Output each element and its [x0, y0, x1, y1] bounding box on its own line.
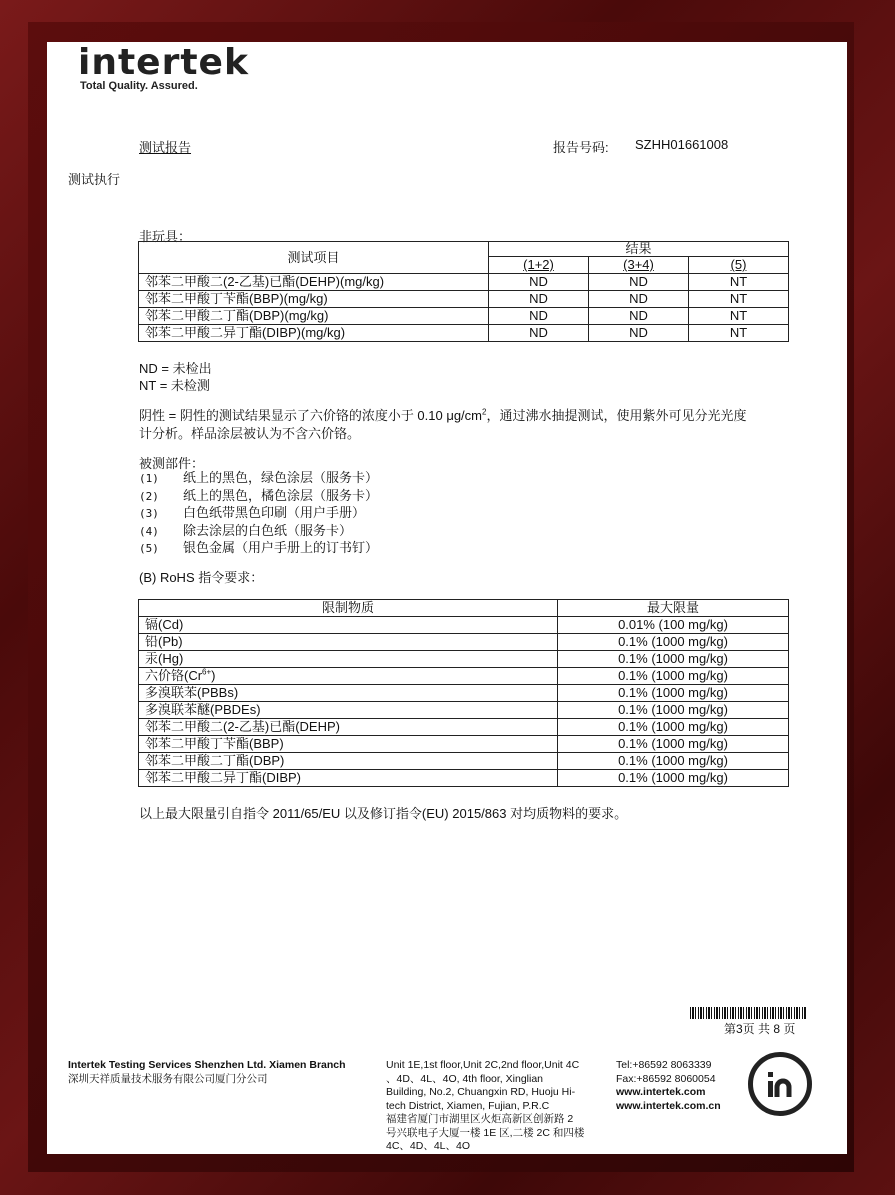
- test-item: 邻苯二甲酸丁苄酯(BBP)(mg/kg): [139, 291, 489, 308]
- substance-cell: 汞(Hg): [139, 651, 558, 668]
- nontoy-table: [138, 241, 789, 342]
- substance-cell: 六价铬$(Cr^{6+})$: [139, 668, 558, 685]
- note-negative-part-a: 阴性 = 阴性的测试结果显示了六价铬的浓度小于 0.10 μg/cm: [139, 408, 483, 423]
- result-cell: NT: [689, 291, 789, 308]
- substance-cell: 邻苯二甲酸二异丁酯(DIBP): [139, 770, 558, 787]
- table-row: [139, 274, 789, 291]
- contact-info: [616, 1059, 721, 1113]
- limit-cell: 0.1% (1000 mg/kg): [558, 668, 789, 685]
- table-row: [139, 308, 789, 325]
- limit-cell: 0.1% (1000 mg/kg): [558, 719, 789, 736]
- limit-cell: 0.1% (1000 mg/kg): [558, 770, 789, 787]
- col-header-item: 测试项目: [139, 242, 489, 274]
- note-negative-line1: [139, 405, 746, 424]
- rohs-label: (B) RoHS 指令要求：: [139, 570, 264, 585]
- note-negative-superscript: 2: [482, 407, 487, 417]
- website-link-cn[interactable]: www.intertek.com.cn: [616, 1099, 721, 1112]
- superscript: 6+: [202, 667, 212, 677]
- limit-cell: 0.1% (1000 mg/kg): [558, 753, 789, 770]
- note-nd: ND = 未检出: [139, 361, 212, 376]
- result-cell: ND: [589, 291, 689, 308]
- table-row: [139, 291, 789, 308]
- report-number: SZHH01661008: [635, 137, 729, 152]
- nontoy-label: 非玩具：: [139, 229, 192, 244]
- substance-cell: 铅(Pb): [139, 634, 558, 651]
- sub-col-1: (1+2): [489, 257, 589, 274]
- rohs-footnote: 以上最大限量引自指令 2011/65/EU 以及修订指令(EU) 2015/863 对均质物料的要求。: [139, 806, 628, 821]
- col-header-result: 结果: [489, 242, 789, 257]
- parts-list: [139, 470, 378, 558]
- list-item: (2) 纸上的黑色，橘色涂层（服务卡）: [139, 487, 379, 503]
- list-item: (1) 纸上的黑色，绿色涂层（服务卡）: [139, 470, 379, 485]
- substance-cell: 邻苯二甲酸二(2-乙基)已酯(DEHP): [139, 719, 558, 736]
- note-negative-part-b: ，通过沸水抽提测试，使用紫外可见分光光度: [486, 408, 747, 423]
- result-cell: ND: [489, 274, 589, 291]
- result-cell: NT: [689, 274, 789, 291]
- company-name-en: Intertek Testing Services Shenzhen Ltd. Xiamen Branch: [68, 1059, 346, 1071]
- intertek-emblem-icon: [748, 1052, 812, 1116]
- result-cell: ND: [589, 274, 689, 291]
- company-name-cn: 深圳天祥质量技术服务有限公司厦门分公司: [68, 1073, 268, 1085]
- test-item: 邻苯二甲酸二异丁酯(DIBP)(mg/kg): [139, 325, 489, 342]
- table-row: [139, 325, 789, 342]
- table-row: [139, 702, 789, 719]
- fax: Fax:+86592 8060054: [616, 1072, 716, 1085]
- address: Unit 1E,1st floor,Unit 2C,2nd floor,Unit 4C 、4D、4L、4O, 4th floor, Xinglian Building, No.2, Chuangxin RD, Huoju Hi- tech District, Xiamen, Fujian, P.R.C 福建省厦门市湖里区火炬高新区创新路 2 号兴联电子大厦一楼 1E 区,二楼 2C 和四楼 4C、4D、4L、4O: [386, 1059, 585, 1152]
- col-header-substance: 限制物质: [139, 600, 558, 617]
- result-cell: ND: [489, 325, 589, 342]
- limit-cell: 0.1% (1000 mg/kg): [558, 634, 789, 651]
- substance-cell: 镉(Cd): [139, 617, 558, 634]
- intertek-logo: intertek: [78, 42, 249, 83]
- website-link[interactable]: www.intertek.com: [616, 1086, 706, 1098]
- limit-cell: 0.01% (100 mg/kg): [558, 617, 789, 634]
- note-negative-line2: 计分析。样品涂层被认为不含六价铬。: [139, 426, 361, 441]
- result-cell: NT: [689, 325, 789, 342]
- result-cell: NT: [689, 308, 789, 325]
- substance-cell: 多溴联苯(PBBs): [139, 685, 558, 702]
- section-heading: 测试执行: [68, 172, 121, 187]
- rohs-table: [138, 599, 789, 787]
- table-row: [139, 651, 789, 668]
- table-row: [139, 685, 789, 702]
- limit-cell: 0.1% (1000 mg/kg): [558, 651, 789, 668]
- table-row: [139, 634, 789, 651]
- limit-cell: 0.1% (1000 mg/kg): [558, 685, 789, 702]
- note-nt: NT = 未检测: [139, 378, 210, 393]
- table-row: [139, 719, 789, 736]
- telephone: Tel:+86592 8063339: [616, 1059, 712, 1071]
- result-cell: ND: [489, 308, 589, 325]
- limit-cell: 0.1% (1000 mg/kg): [558, 702, 789, 719]
- list-item: (5) 银色金属（用户手册上的订书钉）: [139, 540, 379, 555]
- test-item: 邻苯二甲酸二(2-乙基)已酯(DEHP)(mg/kg): [139, 274, 489, 291]
- list-item: (4) 除去涂层的白色纸（服务卡）: [139, 522, 353, 538]
- report-number-label: 报告号码:: [553, 140, 609, 155]
- document-page: [47, 42, 847, 1154]
- parts-label: 被测部件：: [139, 456, 205, 471]
- limit-cell: 0.1% (1000 mg/kg): [558, 736, 789, 753]
- barcode-icon: [690, 1007, 806, 1019]
- table-row: [139, 617, 789, 634]
- report-title: 测试报告: [139, 140, 192, 155]
- result-cell: ND: [489, 291, 589, 308]
- logo-tagline: Total Quality. Assured.: [80, 80, 198, 92]
- test-item: 邻苯二甲酸二丁酯(DBP)(mg/kg): [139, 308, 489, 325]
- result-cell: ND: [589, 308, 689, 325]
- table-row: [139, 736, 789, 753]
- list-item: (3) 白色纸带黑色印刷（用户手册）: [139, 505, 366, 520]
- table-row: [139, 770, 789, 787]
- page-number: 第3页 共 8 页: [724, 1022, 796, 1036]
- table-row: [139, 668, 789, 685]
- substance-cell: 多溴联苯醚(PBDEs): [139, 702, 558, 719]
- sub-col-2: (3+4): [589, 257, 689, 274]
- sub-col-3: (5): [689, 257, 789, 274]
- substance-cell: 邻苯二甲酸丁苄酯(BBP): [139, 736, 558, 753]
- result-cell: ND: [589, 325, 689, 342]
- table-row: [139, 753, 789, 770]
- col-header-max-limit: 最大限量: [558, 600, 789, 617]
- substance-cell: 邻苯二甲酸二丁酯(DBP): [139, 753, 558, 770]
